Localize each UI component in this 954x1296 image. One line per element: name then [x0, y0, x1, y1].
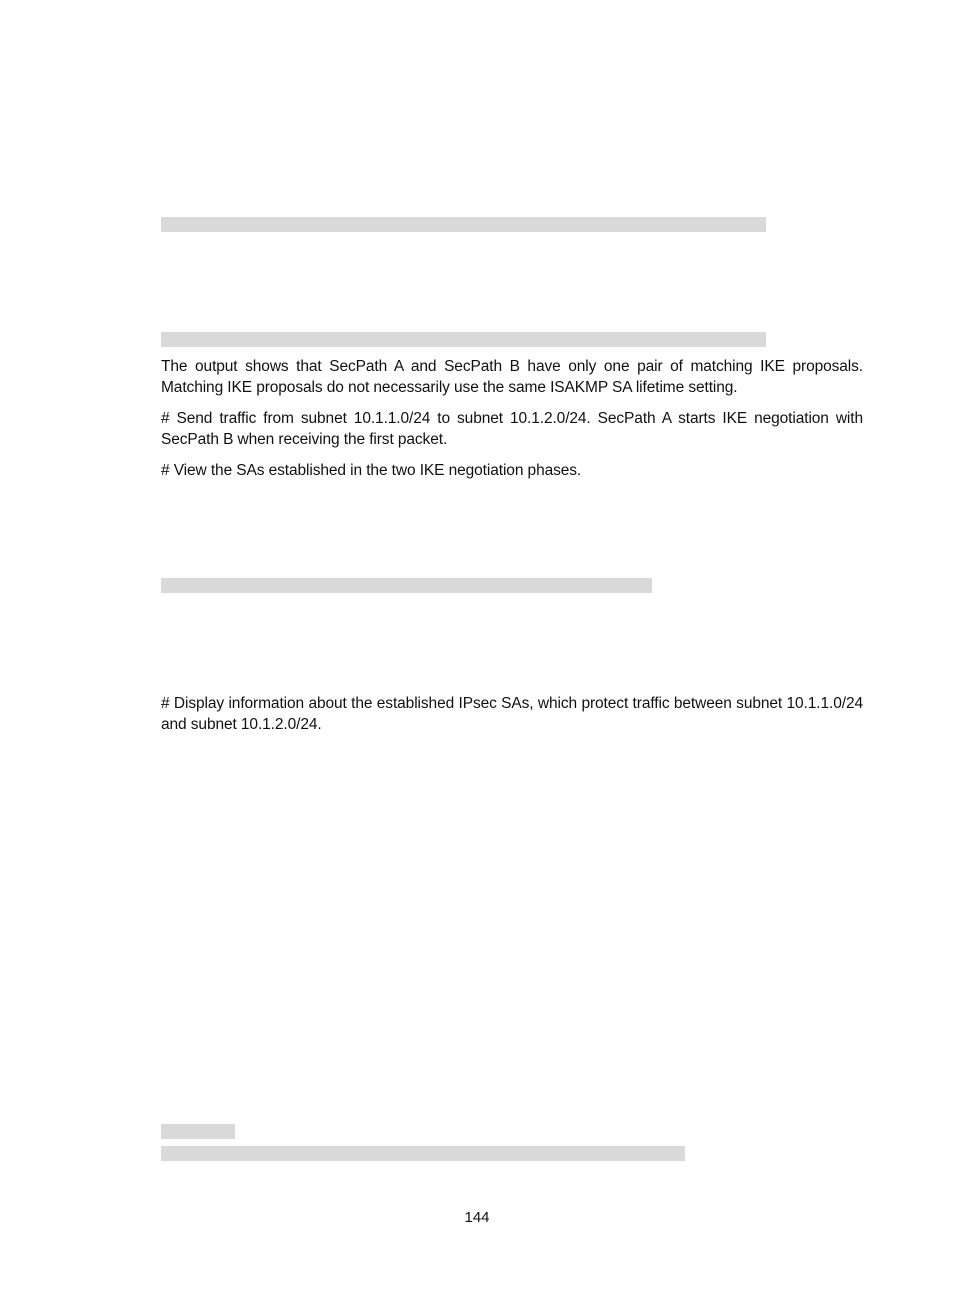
redacted-code-bar-5: [161, 1146, 685, 1161]
redacted-code-bar-3: [161, 578, 652, 593]
paragraph-output-note: The output shows that SecPath A and SecPath B have only one pair of matching IKE proposals. Matching IKE proposals do not necessarily use the same ISAKMP SA lifetime setting.: [161, 358, 863, 396]
redacted-code-bar-2: [161, 332, 766, 347]
redacted-code-bar-4: [161, 1124, 235, 1139]
page-number: 144: [464, 1209, 490, 1226]
redacted-code-bar-1: [161, 217, 766, 232]
paragraph-view-sas: # View the SAs established in the two IKE negotiation phases.: [161, 462, 582, 479]
paragraph-send-traffic: # Send traffic from subnet 10.1.1.0/24 to subnet 10.1.2.0/24. SecPath A starts IKE negotiation with SecPath B when receiving the first packet.: [161, 410, 863, 448]
paragraph-display-ipsec: # Display information about the established IPsec SAs, which protect traffic between subnet 10.1.1.0/24 and subnet 10.1.2.0/24.: [161, 695, 863, 733]
